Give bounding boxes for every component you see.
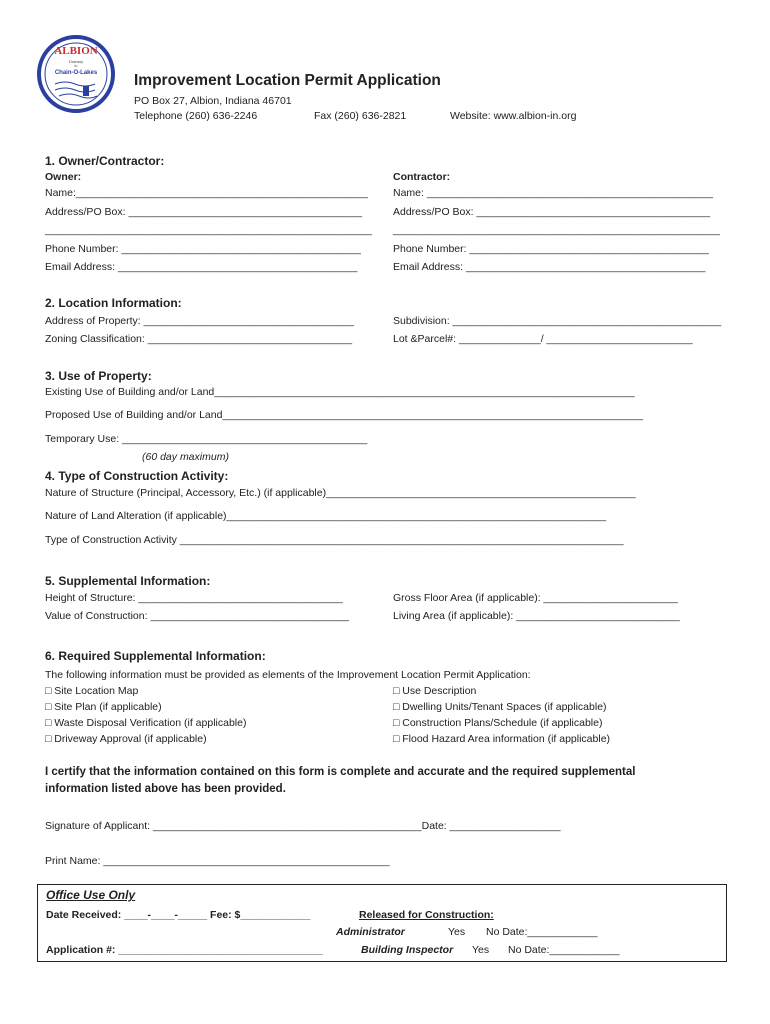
signature-field[interactable]: Signature of Applicant: ______________________________________________Date: ___________________ <box>45 820 561 832</box>
checklist-item[interactable]: □ Site Plan (if applicable) <box>45 701 162 713</box>
property-address-field[interactable]: Address of Property: ____________________________________ <box>45 315 354 327</box>
section4-heading: 4. Type of Construction Activity: <box>45 469 229 483</box>
owner-phone-field[interactable]: Phone Number: _________________________________________ <box>45 243 361 255</box>
checklist-item[interactable]: □ Flood Hazard Area information (if applicable) <box>393 733 611 745</box>
checklist-item[interactable]: □ Construction Plans/Schedule (if applicable) <box>393 717 603 729</box>
proposed-use-field[interactable]: Proposed Use of Building and/or Land________________________________________________________________________ <box>45 409 643 421</box>
lot-parcel-field[interactable]: Lot &Parcel#: ______________/ _________________________ <box>393 333 693 345</box>
temporary-use-note: (60 day maximum) <box>142 451 229 463</box>
certification-line2: information listed above has been provided. <box>45 783 286 795</box>
header-address: PO Box 27, Albion, Indiana 46701 <box>134 95 292 107</box>
living-area-field[interactable]: Living Area (if applicable): ____________________________ <box>393 610 680 622</box>
checklist-item[interactable]: □ Dwelling Units/Tenant Spaces (if applicable) <box>393 701 607 713</box>
section2-heading: 2. Location Information: <box>45 296 182 310</box>
owner-name-field[interactable]: Name:__________________________________________________ <box>45 187 368 199</box>
administrator-label: Administrator <box>336 926 405 938</box>
logo-mid1-text: Gateway <box>68 59 84 64</box>
zoning-field[interactable]: Zoning Classification: ___________________________________ <box>45 333 353 345</box>
date-received-field[interactable]: Date Received: ____-____-_____ Fee: $____________ <box>46 909 311 921</box>
contractor-name-field[interactable]: Name: _________________________________________________ <box>393 187 713 199</box>
logo-bottom-text: Chain-O-Lakes <box>54 70 98 76</box>
inspector-label: Building Inspector <box>361 944 454 956</box>
header-website: Website: www.albion-in.org <box>450 110 577 122</box>
inspector-yes[interactable]: Yes <box>472 944 490 956</box>
nature-land-field[interactable]: Nature of Land Alteration (if applicable)_________________________________________________________________ <box>45 510 607 522</box>
print-name-field[interactable]: Print Name: _________________________________________________ <box>45 855 390 867</box>
header-telephone: Telephone (260) 636-2246 <box>134 110 258 122</box>
section5-heading: 5. Supplemental Information: <box>45 574 211 588</box>
contractor-email-field[interactable]: Email Address: _________________________________________ <box>393 261 706 273</box>
section6-heading: 6. Required Supplemental Information: <box>45 649 266 663</box>
contractor-label: Contractor: <box>393 171 451 183</box>
contractor-address-field[interactable]: Address/PO Box: ________________________________________ <box>393 206 711 218</box>
logo-mid2-text: to <box>74 63 78 68</box>
released-label: Released for Construction: <box>359 909 494 921</box>
owner-address-field[interactable]: Address/PO Box: ________________________________________ <box>45 206 363 218</box>
contractor-phone-field[interactable]: Phone Number: _________________________________________ <box>393 243 709 255</box>
subdivision-field[interactable]: Subdivision: ______________________________________________ <box>393 315 722 327</box>
gross-floor-field[interactable]: Gross Floor Area (if applicable): _______________________ <box>393 592 678 604</box>
existing-use-field[interactable]: Existing Use of Building and/or Land________________________________________________________________________ <box>45 386 635 398</box>
application-number-field[interactable]: Application #: ___________________________________ <box>46 944 323 956</box>
page-title: Improvement Location Permit Application <box>134 72 441 89</box>
owner-email-field[interactable]: Email Address: _________________________________________ <box>45 261 358 273</box>
checklist-item[interactable]: □ Waste Disposal Verification (if applicable) <box>45 717 247 729</box>
albion-logo <box>37 34 115 114</box>
checklist-item[interactable]: □ Driveway Approval (if applicable) <box>45 733 207 745</box>
inspector-no-date[interactable]: No Date:____________ <box>508 944 620 956</box>
section6-intro: The following information must be provided as elements of the Improvement Location Permit Application: <box>45 669 531 681</box>
section1-heading: 1. Owner/Contractor: <box>45 154 165 168</box>
temporary-use-field[interactable]: Temporary Use: __________________________________________ <box>45 433 368 445</box>
height-field[interactable]: Height of Structure: ___________________________________ <box>45 592 343 604</box>
certification-line1: I certify that the information contained on this form is complete and accurate and the required supplemental <box>45 766 636 778</box>
value-field[interactable]: Value of Construction: __________________________________ <box>45 610 349 622</box>
construction-type-field[interactable]: Type of Construction Activity ____________________________________________________________________________ <box>45 534 624 546</box>
owner-label: Owner: <box>45 171 82 183</box>
logo-top-text: ALBION <box>54 45 98 57</box>
checklist-item[interactable]: □ Use Description <box>393 685 477 697</box>
owner-address-line2[interactable]: ________________________________________________________ <box>45 224 373 236</box>
nature-structure-field[interactable]: Nature of Structure (Principal, Accessory, Etc.) (if applicable)_____________________________________________________ <box>45 487 636 499</box>
administrator-no-date[interactable]: No Date:____________ <box>486 926 598 938</box>
office-use-title: Office Use Only <box>46 888 136 902</box>
checklist-item[interactable]: □ Site Location Map <box>45 685 139 697</box>
section3-heading: 3. Use of Property: <box>45 369 152 383</box>
header-fax: Fax (260) 636-2821 <box>314 110 407 122</box>
administrator-yes[interactable]: Yes <box>448 926 466 938</box>
contractor-address-line2[interactable]: ________________________________________________________ <box>393 224 721 236</box>
